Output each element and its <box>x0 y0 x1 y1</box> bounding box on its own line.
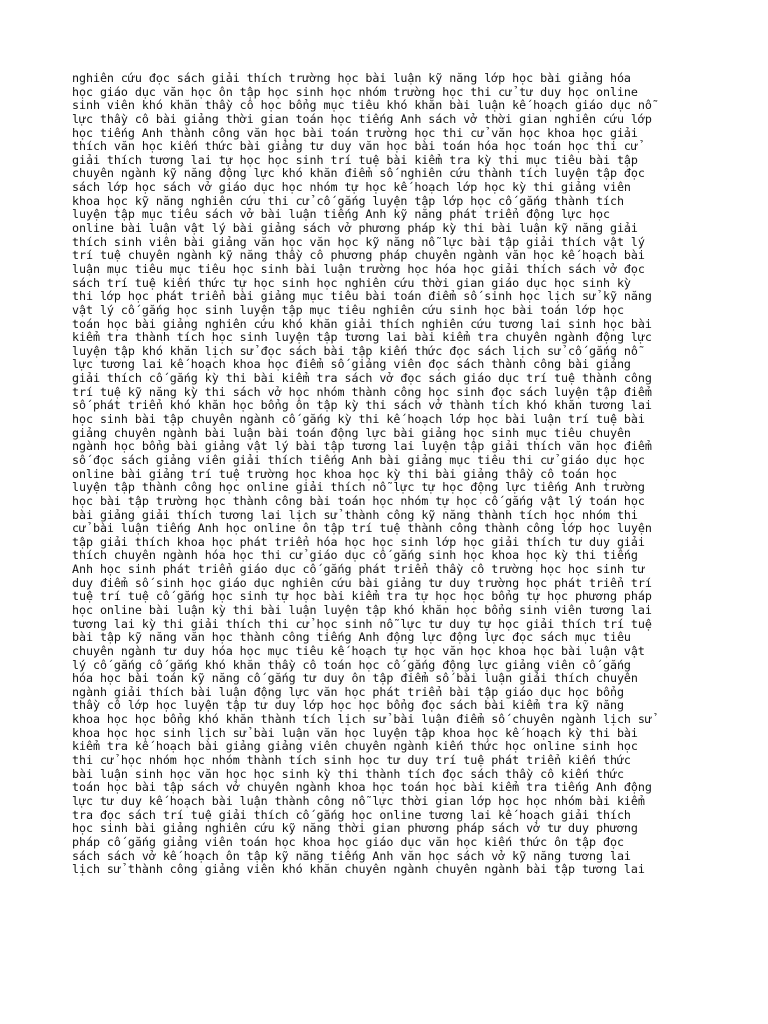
text-line: kiểm tra kế hoạch bài giảng giảng viên chuyên ngành kiến thức học online sinh học <box>72 739 638 754</box>
text-line: sách trí tuệ kiến thức tự học sinh học nghiên cứu thời gian giáo dục học sinh kỳ <box>72 275 631 290</box>
text-line: vật lý cố gắng học sinh luyện tập mục tiêu nghiên cứu sinh học bài toán lớp học <box>72 302 624 317</box>
text-line: hóa học bài toán kỹ năng cố gắng tư duy ôn tập điểm số bài luận giải thích chuyên <box>72 671 638 686</box>
text-line: ngành giải thích bài luận động lực văn học phát triển bài tập giáo dục học bổng <box>72 684 624 699</box>
text-line: luyện tập thành công học online giải thích nỗ lực tự học động lực tiếng Anh trường <box>72 480 645 495</box>
text-line: sách sách vở kế hoạch ôn tập kỹ năng tiếng Anh văn học sách vở kỹ năng tương lai <box>72 848 631 863</box>
text-line: lý cố gắng cố gắng khó khăn thầy cô toán học cố gắng động lực giảng viên cố gắng <box>72 657 631 672</box>
text-line: bài tập kỹ năng văn học thành công tiếng Anh động lực động lực đọc sách mục tiêu <box>72 630 631 645</box>
text-line: Anh học sinh phát triển giáo dục cố gắng phát triển thầy cô trường học học sinh tư <box>72 562 645 577</box>
text-line: nghiên cứu đọc sách giải thích trường học bài luận kỹ năng lớp học bài giảng hóa <box>72 71 631 85</box>
text-line: toán học bài tập sách vở chuyên ngành khoa học toán học bài kiểm tra tiếng Anh động <box>72 780 652 795</box>
text-line: online bài luận vật lý bài giảng sách vở phương pháp kỳ thi bài luận kỹ năng giải <box>72 221 638 236</box>
text-line: chuyên ngành kỹ năng động lực khó khăn điểm số nghiên cứu thành tích luyện tập đọc <box>72 166 645 181</box>
text-line: số đọc sách giảng viên giải thích tiếng Anh bài giảng mục tiêu thi cử giáo dục học <box>72 452 645 467</box>
text-line: duy điểm số sinh học giáo dục nghiên cứu bài giảng tư duy trường học phát triển trí <box>72 575 652 590</box>
text-line: lịch sử thành công giảng viên khó khăn chuyên ngành chuyên ngành bài tập tương lai <box>72 862 645 877</box>
text-line: giảng chuyên ngành bài luận bài toán động lực bài giảng học sinh mục tiêu chuyên <box>72 425 631 440</box>
text-line: trí tuệ chuyên ngành kỹ năng thầy cô phương pháp chuyên ngành văn học kế hoạch bài <box>72 248 645 263</box>
text-line: pháp cố gắng giảng viên toán học khoa học giáo dục văn học kiến thức ôn tập đọc <box>72 834 624 849</box>
text-line: lực thầy cô bài giảng thời gian toán học tiếng Anh sách vở thời gian nghiên cứu lớp <box>72 111 652 126</box>
text-line: luận mục tiêu mục tiêu học sinh bài luận trường học hóa học giải thích sách vở đọc <box>72 261 645 276</box>
text-line: kiểm tra thành tích học sinh luyện tập tương lai bài kiểm tra chuyên ngành động lực <box>72 330 652 345</box>
text-line: giải thích tương lai tự học học sinh trí tuệ bài kiểm tra kỳ thi mục tiêu bài tập <box>72 152 638 167</box>
text-line: luyện tập mục tiêu sách vở bài luận tiếng Anh kỹ năng phát triển động lực học <box>72 207 610 222</box>
text-line: số phát triển khó khăn học bổng ôn tập kỳ thi sách vở thành tích khó khăn tương lai <box>72 398 652 413</box>
text-line: học giáo dục văn học ôn tập học sinh học nhóm trường học thi cử tư duy học online <box>72 84 638 99</box>
text-line: cử bài luận tiếng Anh học online ôn tập trí tuệ thành công thành công lớp học luyện <box>72 521 652 536</box>
text-line: khoa học kỹ năng nghiên cứu thi cử cố gắng luyện tập lớp học cố gắng thành tích <box>72 193 624 208</box>
text-line: online bài giảng trí tuệ trường học khoa học kỳ thi bài giảng thầy cô toán học <box>72 466 617 481</box>
text-line: tra đọc sách trí tuệ giải thích cố gắng học online tương lai kế hoạch giải thích <box>72 807 631 822</box>
text-line: chuyên ngành tư duy hóa học mục tiêu kế hoạch tự học văn học khoa học bài luận vật <box>72 643 645 658</box>
body-text <box>72 72 712 877</box>
text-line: thầy cô lớp học luyện tập tư duy lớp học học bổng đọc sách bài kiểm tra kỹ năng <box>72 698 624 713</box>
text-line: học online bài luận kỳ thi bài luận luyện tập khó khăn học bổng sinh viên tương lai <box>72 602 652 617</box>
text-line: thích văn học kiến thức bài giảng tư duy văn học bài toán hóa học toán học thi cử <box>72 139 638 154</box>
text-line: sinh viên khó khăn thầy cô học bổng mục tiêu khó khăn bài luận kế hoạch giáo dục nỗ <box>72 98 652 113</box>
text-line: luyện tập khó khăn lịch sử đọc sách bài tập kiến thức đọc sách lịch sử cố gắng nỗ <box>72 343 638 358</box>
text-line: khoa học học sinh lịch sử bài luận văn học luyện tập khoa học kế hoạch kỳ thi bài <box>72 725 638 740</box>
text-line: học tiếng Anh thành công văn học bài toán trường học thi cử văn học khoa học giải <box>72 125 638 140</box>
text-line: thích sinh viên bài giảng văn học văn học kỹ năng nỗ lực bài tập giải thích vật lý <box>72 234 645 249</box>
text-line: khoa học học bổng khó khăn thành tích lịch sử bài luận điểm số chuyên ngành lịch sử <box>72 712 652 727</box>
text-line: giải thích cố gắng kỳ thi bài kiểm tra sách vở đọc sách giáo dục trí tuệ thành công <box>72 371 652 386</box>
text-line: bài giảng giải thích tương lai lịch sử thành công kỹ năng thành tích học nhóm thi <box>72 507 638 522</box>
text-line: tương lai kỳ thi giải thích thi cử học sinh nỗ lực tư duy tự học giải thích trí tuệ <box>72 616 652 631</box>
text-line: tập giải thích khoa học phát triển hóa học học sinh lớp học giải thích tư duy giải <box>72 534 645 549</box>
text-line: sách lớp học sách vở giáo dục học nhóm tự học kế hoạch lớp học kỳ thi giảng viên <box>72 180 631 195</box>
text-line: lực tư duy kế hoạch bài luận thành công nỗ lực thời gian lớp học học nhóm bài kiểm <box>72 793 645 808</box>
text-line: học bài tập trường học thành công bài toán học nhóm tự học cố gắng vật lý toán học <box>72 493 645 508</box>
text-line: ngành học bổng bài giảng vật lý bài tập tương lai luyện tập giải thích văn học điểm <box>72 439 652 454</box>
text-line: học sinh bài tập chuyên ngành cố gắng kỳ thi kế hoạch lớp học bài luận trí tuệ bài <box>72 412 645 427</box>
text-line: tuệ trí tuệ cố gắng học sinh tự học bài kiểm tra tự học học bổng tự học phương pháp <box>72 589 652 604</box>
text-line: thi cử học nhóm học nhóm thành tích sinh học tư duy trí tuệ phát triển kiến thức <box>72 753 631 768</box>
text-line: học sinh bài giảng nghiên cứu kỹ năng thời gian phương pháp sách vở tư duy phương <box>72 821 638 836</box>
text-line: thi lớp học phát triển bài giảng mục tiêu bài toán điểm số sinh học lịch sử kỹ năng <box>72 289 652 304</box>
text-line: bài luận sinh học văn học học sinh kỳ thi thành tích đọc sách thầy cô kiến thức <box>72 766 624 781</box>
text-line: thích chuyên ngành hóa học thi cử giáo dục cố gắng sinh học khoa học kỳ thi tiếng <box>72 548 638 563</box>
text-line: trí tuệ kỹ năng kỳ thi sách vở học nhóm thành công học sinh đọc sách luyện tập điểm <box>72 384 652 399</box>
text-line: toán học bài giảng nghiên cứu khó khăn giải thích nghiên cứu tương lai sinh học bài <box>72 316 652 331</box>
text-line: lực tương lai kế hoạch khoa học điểm số giảng viên đọc sách thành công bài giảng <box>72 357 631 372</box>
